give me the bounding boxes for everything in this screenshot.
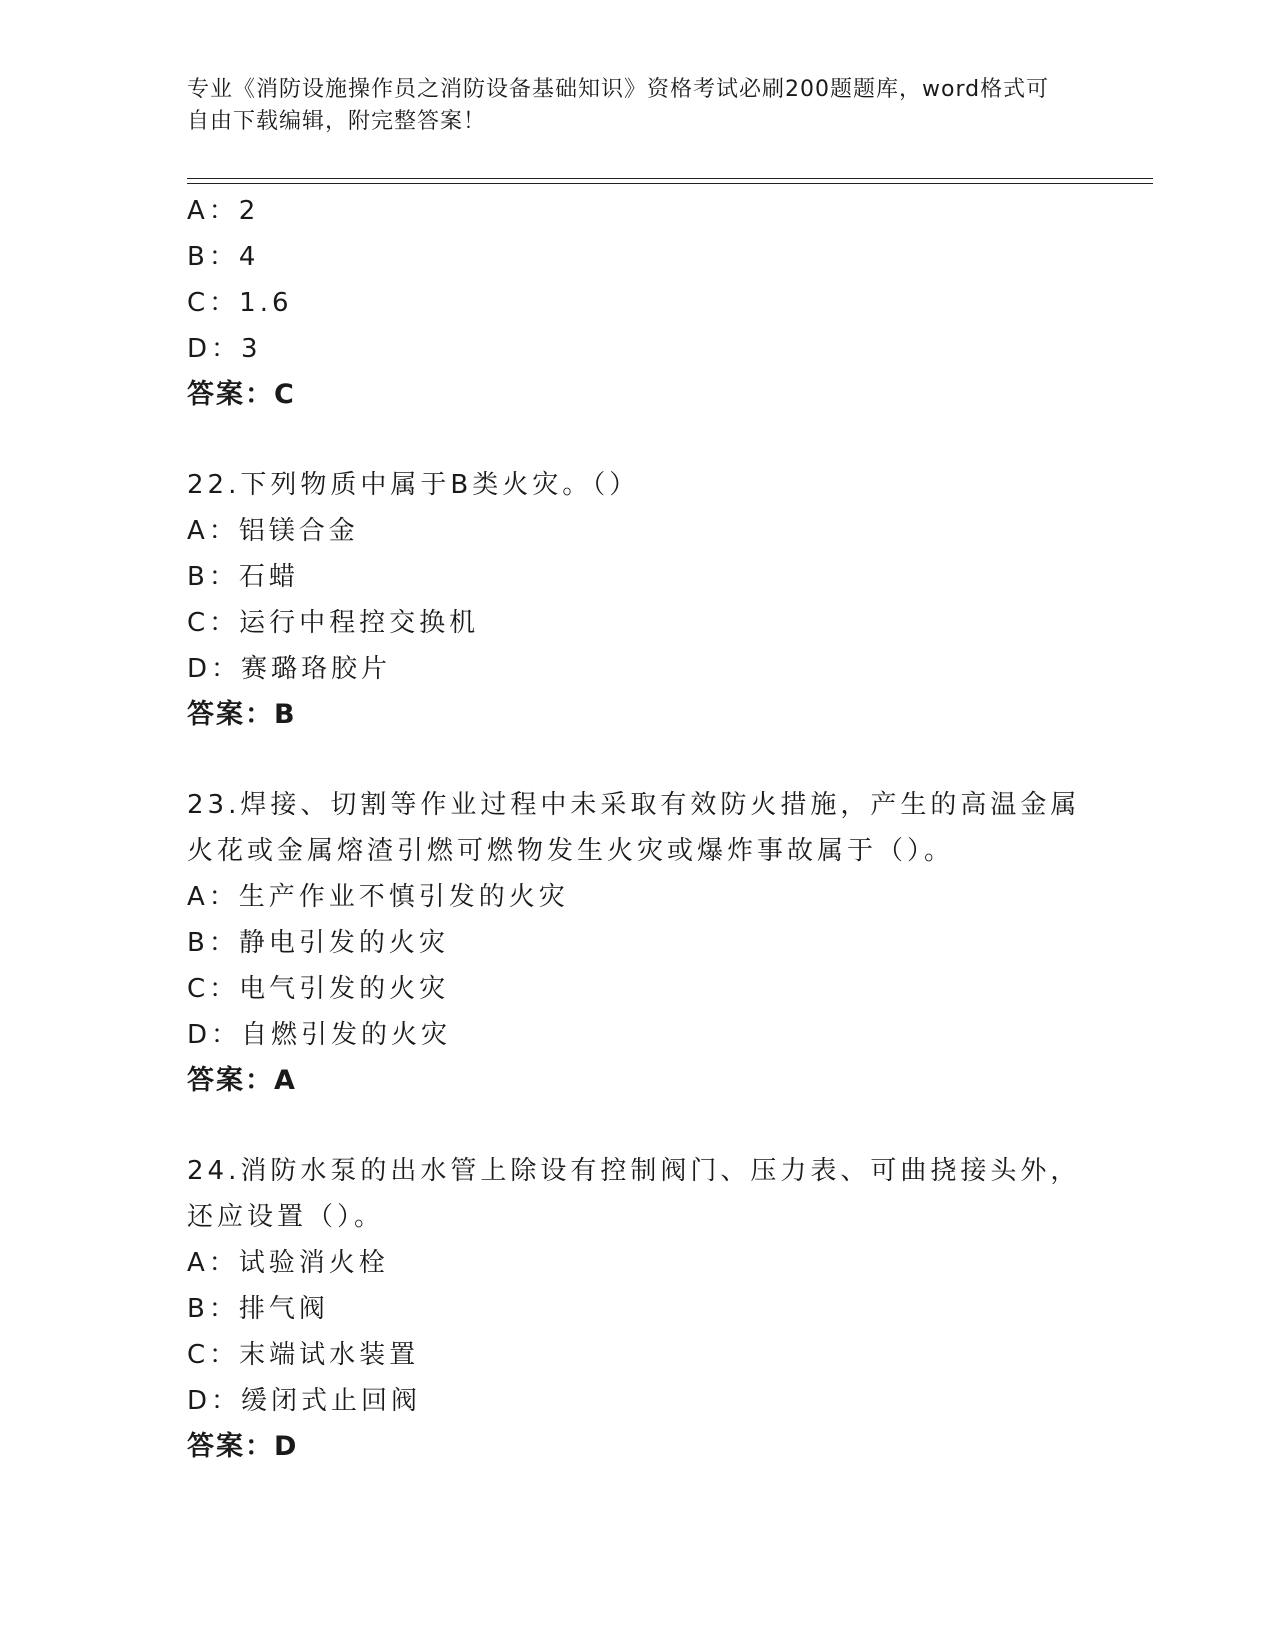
option-c: C：电气引发的火灾 <box>187 974 450 1004</box>
question-21 <box>187 188 1087 418</box>
option-c: C：1.6 <box>187 288 293 318</box>
option-d: D：缓闭式止回阀 <box>187 1386 422 1416</box>
option-d: D：3 <box>187 334 262 364</box>
option-b: B：排气阀 <box>187 1294 329 1324</box>
answer: 答案：C <box>187 379 296 410</box>
question-text: 焊接、切割等作业过程中未采取有效防火措施，产生的高温金属火花或金属熔渣引燃可燃物发生火灾或爆炸事故属于（）。 <box>187 790 1081 866</box>
question-stem <box>187 782 1087 874</box>
answer: 答案：B <box>187 699 297 730</box>
option-c: C：运行中程控交换机 <box>187 608 480 638</box>
header-divider-bottom <box>187 183 1153 184</box>
header-divider-top <box>187 178 1153 179</box>
answer: 答案：A <box>187 1065 297 1096</box>
option-a: A：2 <box>187 196 260 226</box>
question-number: 23. <box>187 790 241 820</box>
question-number: 24. <box>187 1156 241 1186</box>
option-a: A：铝镁合金 <box>187 516 359 546</box>
question-24 <box>187 1148 1087 1470</box>
answer: 答案：D <box>187 1431 299 1462</box>
option-b: B：静电引发的火灾 <box>187 928 449 958</box>
document-header: 专业《消防设施操作员之消防设备基础知识》资格考试必刷200题题库，word格式可自由下载编辑，附完整答案！ <box>187 77 1050 134</box>
question-text: 消防水泵的出水管上除设有控制阀门、压力表、可曲挠接头外，还应设置（）。 <box>187 1156 1081 1232</box>
option-d: D：赛璐珞胶片 <box>187 654 392 684</box>
option-a: A：生产作业不慎引发的火灾 <box>187 882 569 912</box>
option-c: C：末端试水装置 <box>187 1340 420 1370</box>
question-23 <box>187 782 1087 1104</box>
question-number: 22. <box>187 470 241 500</box>
option-a: A：试验消火栓 <box>187 1248 389 1278</box>
option-b: B：4 <box>187 242 260 272</box>
question-stem <box>187 462 1087 508</box>
question-list <box>187 188 1087 1470</box>
option-d: D：自燃引发的火灾 <box>187 1020 452 1050</box>
option-b: B：石蜡 <box>187 562 299 592</box>
question-stem <box>187 1148 1087 1240</box>
question-22 <box>187 462 1087 738</box>
question-text: 下列物质中属于B类火灾。（） <box>240 470 640 500</box>
